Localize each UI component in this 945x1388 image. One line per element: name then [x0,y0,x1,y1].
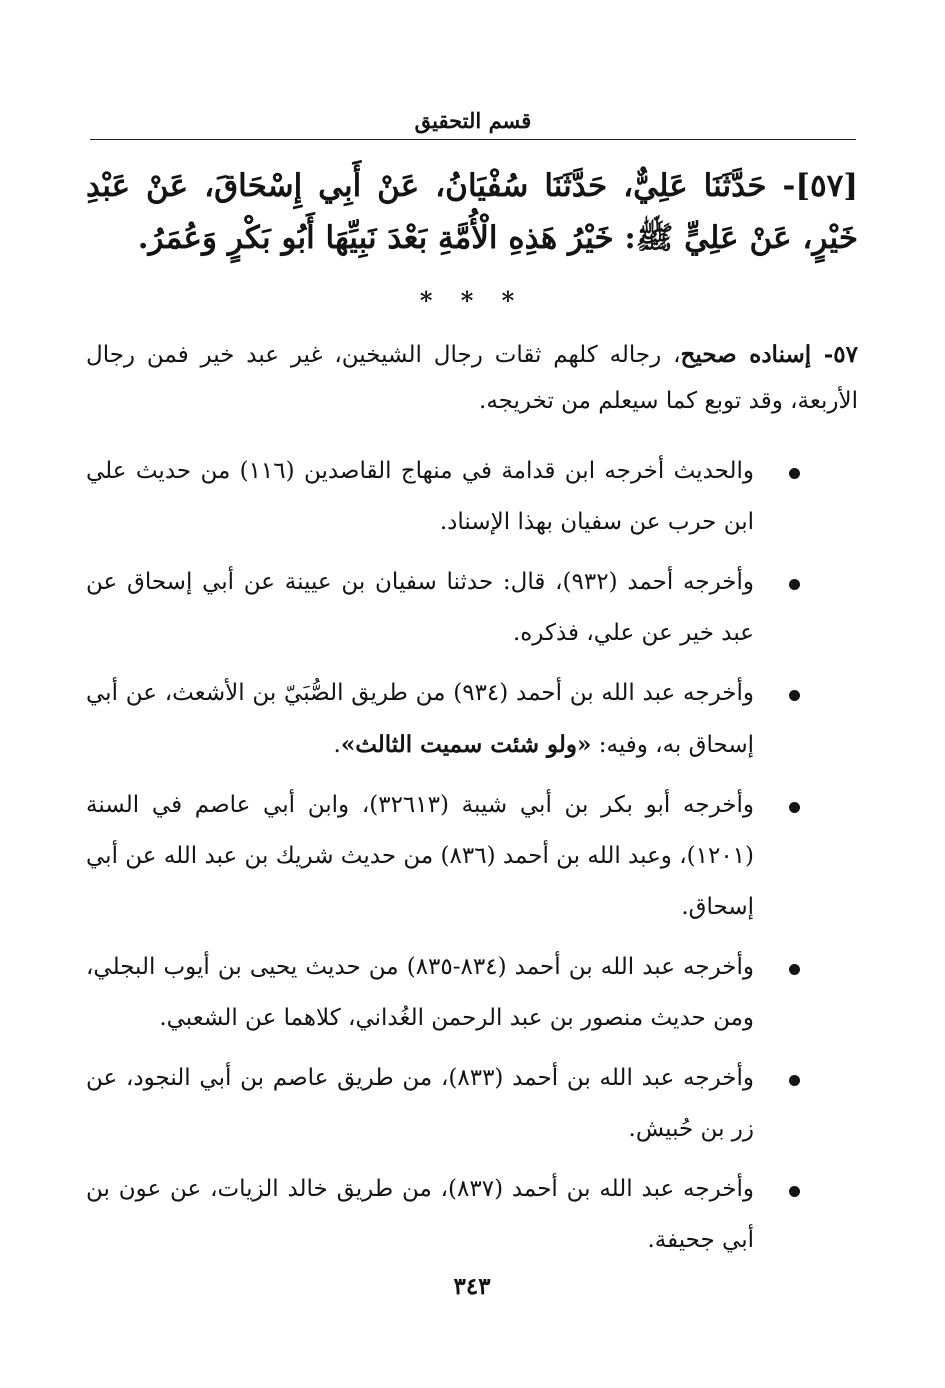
list-item-text: وأخرجه أحمد (٩٣٢)، قال: حدثنا سفيان بن عيينة عن أبي إسحاق عن عبد خير عن علي، فذكره. [86,569,754,646]
section-separator: * * * [419,286,525,315]
list-item-text: وأخرجه أبو بكر بن أبي شيبة (٣٢٦١٣)، وابن أبي عاصم في السنة (١٢٠١)، وعبد الله بن أحمد (٨٣٦) من حديث شريك بن عبد الله عن أبي إسحاق. [86,792,755,920]
running-header: قسم التحقيق [414,108,532,133]
list-item-text: وأخرجه عبد الله بن أحمد (٨٣٣)، من طريق عاصم بن أبي النجود، عن زر بن حُبيش. [86,1065,754,1142]
takhrij-list [86,446,858,1275]
list-item [86,1053,858,1155]
list-item [86,557,858,659]
list-item-text: والحديث أخرجه ابن قدامة في منهاج القاصدين (١١٦) من حديث علي ابن حرب عن سفيان بهذا الإسناد. [86,458,754,535]
list-item-text: وأخرجه عبد الله بن أحمد (٨٣٧)، من طريق خالد الزيات، عن عون بن أبي جحيفة. [86,1176,755,1253]
list-item-suffix: . [333,732,341,758]
bullet-dot-icon [789,1075,800,1086]
bullet-dot-icon [789,1186,800,1197]
list-item-text: وأخرجه عبد الله بن أحمد (٨٣٤-٨٣٥) من حديث يحيى بن أيوب البجلي، ومن حديث منصور بن عبد الرحمن الغُداني، كلاهما عن الشعبي. [86,954,754,1031]
commentary-body: ، رجاله كلهم ثقات رجال الشيخين، غير عبد خير فمن رجال الأربعة، وقد توبع كما سيعلم من تخريجه. [86,342,858,414]
bullet-dot-icon [789,802,800,813]
list-item [86,668,858,771]
list-item [86,942,858,1044]
commentary-heading: ٥٧- إسناده صحيح [680,341,858,368]
list-item [86,1164,858,1266]
bullet-dot-icon [789,690,800,701]
bullet-dot-icon [789,964,800,975]
page-number: ٣٤٣ [453,1273,491,1300]
quoted-phrase: «ولو شئت سميت الثالث» [340,731,592,758]
header-divider [90,139,856,140]
hadith-text: [٥٧]- حَدَّثَنَا عَلِيٌّ، حَدَّثَنَا سُفْيَانُ، عَنْ أَبِي إِسْحَاقَ، عَنْ عَبْدِ خَيْرٍ، عَنْ عَلِيٍّ ﷺ: خَيْرُ هَذِهِ الْأُمَّةِ بَعْدَ نَبِيِّهَا أَبُو بَكْرٍ وَعُمَرُ. [86,168,858,256]
list-item [86,446,858,548]
bullet-dot-icon [789,468,800,479]
bullet-dot-icon [789,579,800,590]
list-item-text: وأخرجه عبد الله بن أحمد (٩٣٤) من طريق الصُّبَيّ بن الأشعث، عن أبي إسحاق به، وفيه: [86,680,755,758]
commentary-paragraph [86,332,858,424]
list-item [86,780,858,933]
